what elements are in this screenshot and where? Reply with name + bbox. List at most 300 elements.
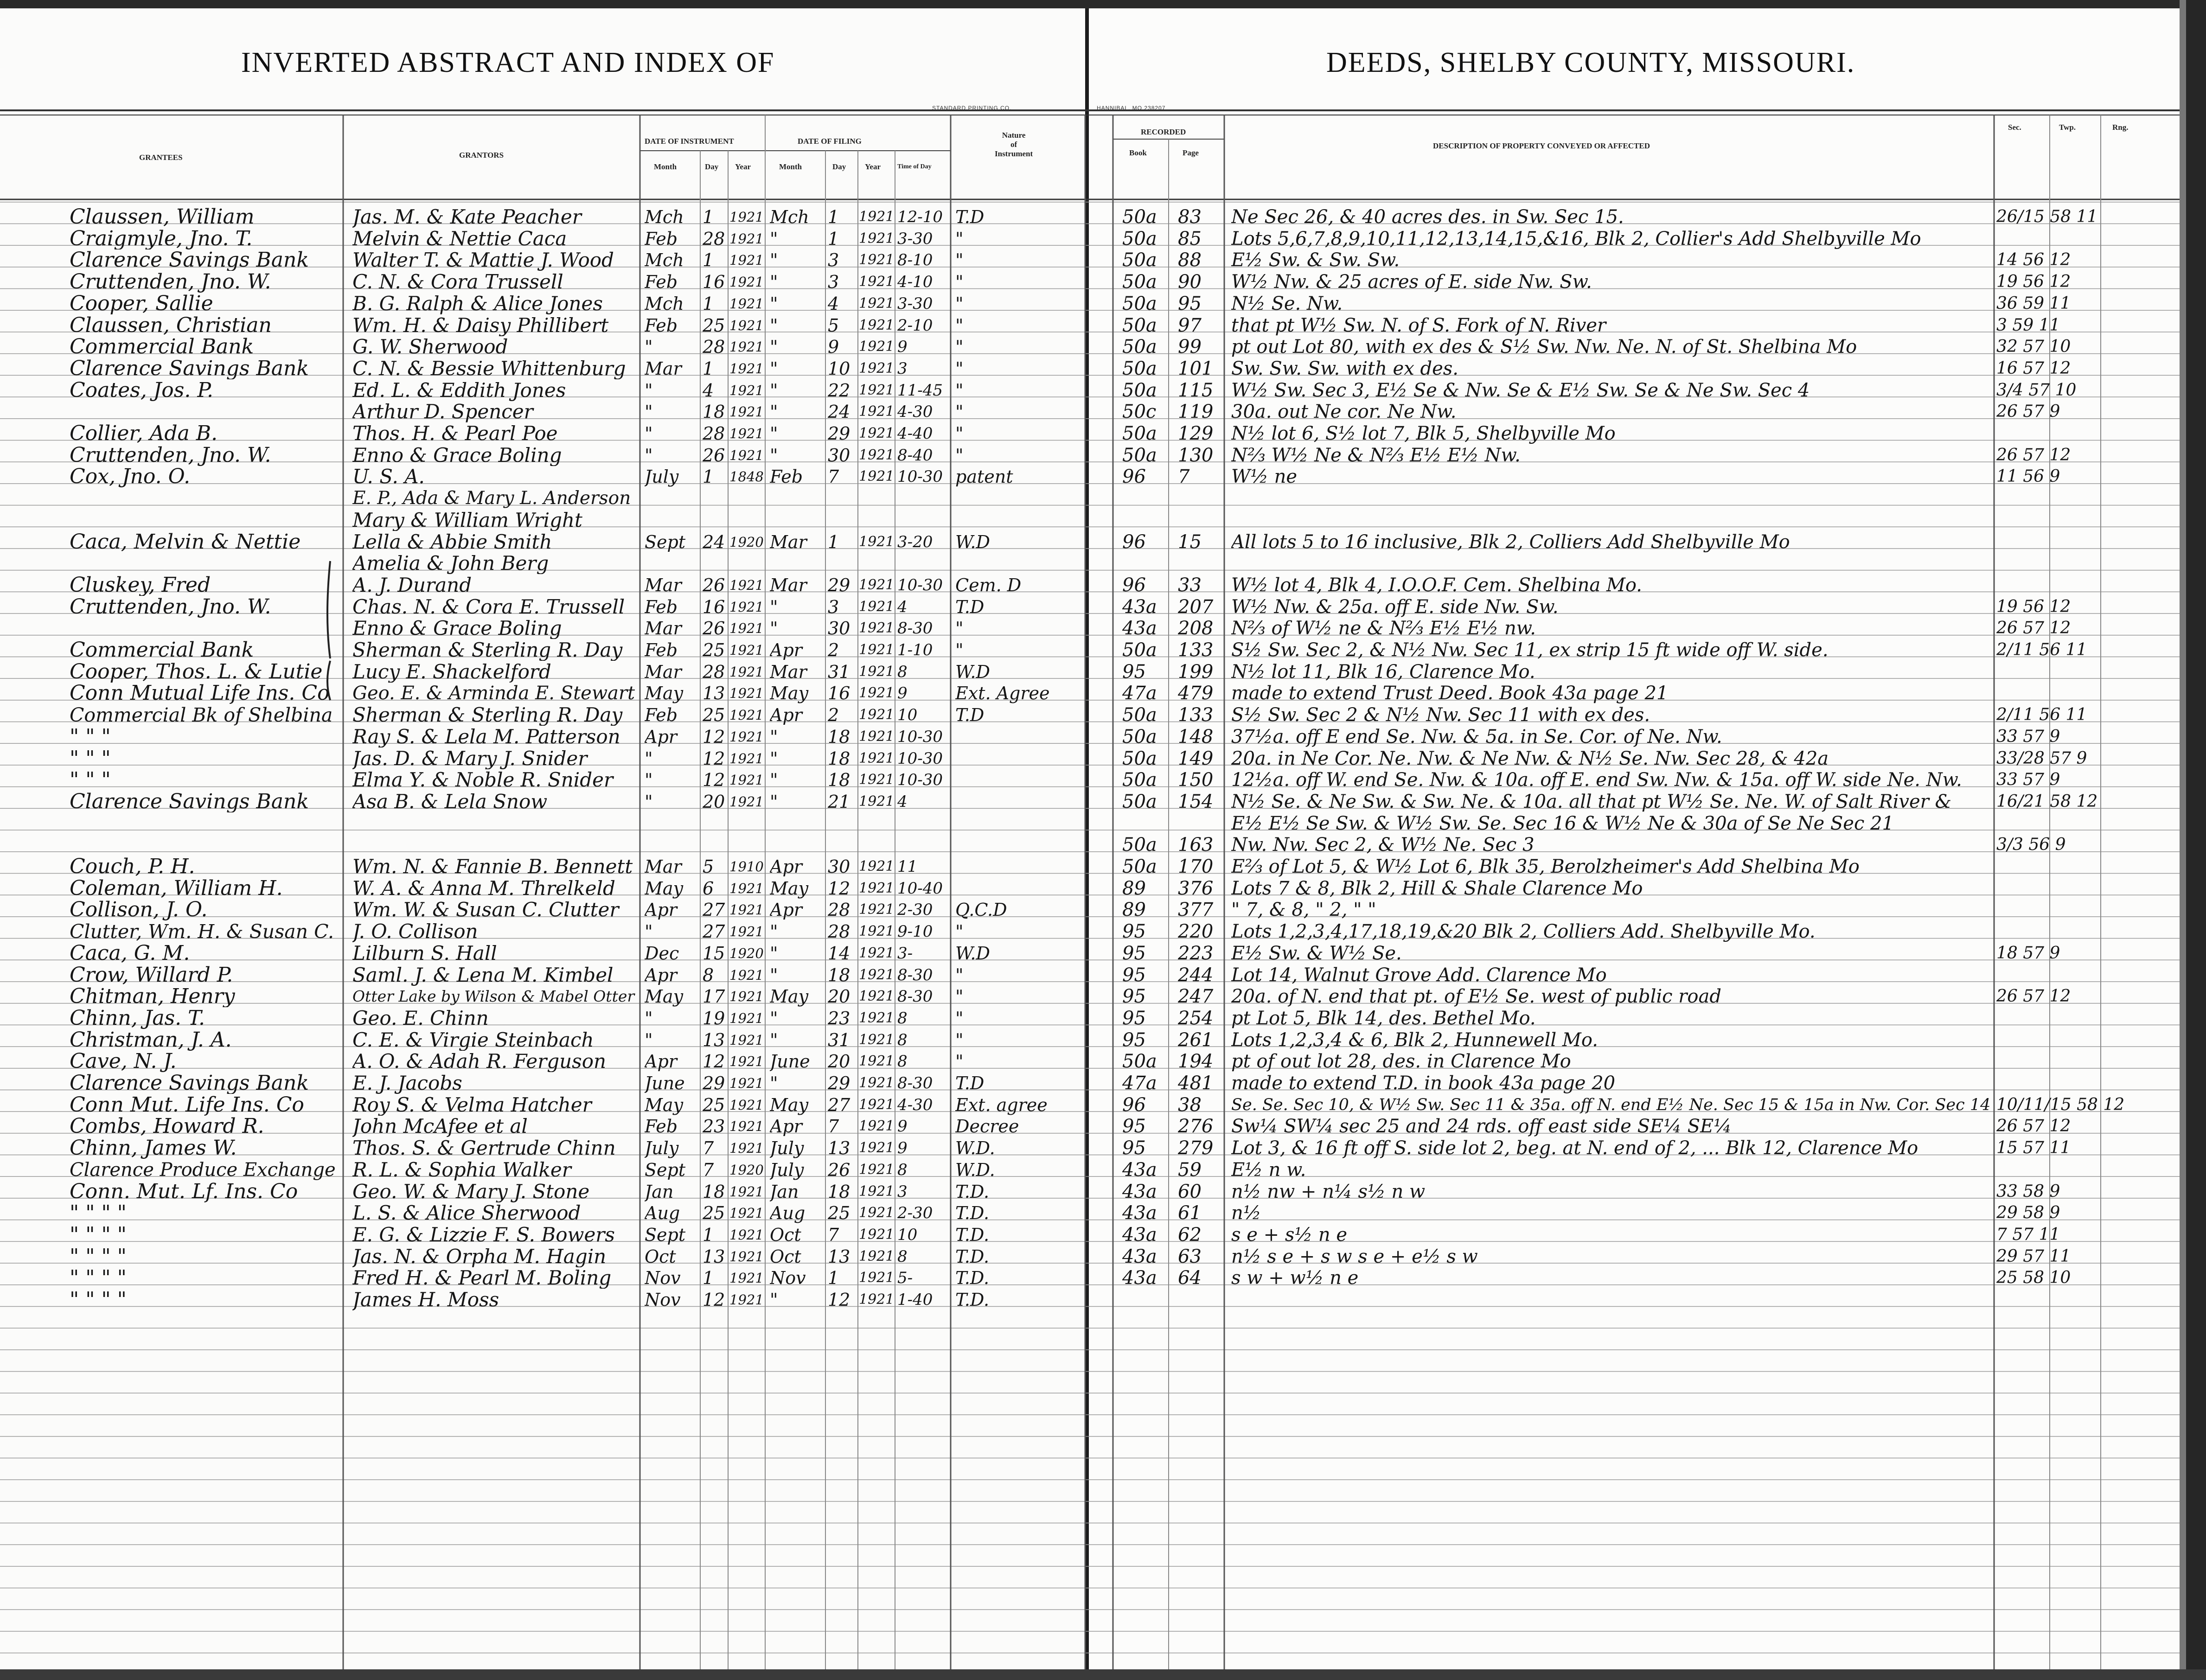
page-cell: 377 bbox=[1178, 899, 1214, 921]
filing-day-cell: 14 bbox=[828, 943, 850, 964]
instrument-month-cell: Nov bbox=[645, 1268, 681, 1289]
filing-year-cell: 1921 bbox=[859, 295, 894, 312]
filing-month-cell: May bbox=[770, 986, 809, 1007]
instrument-month-cell: Nov bbox=[645, 1290, 681, 1310]
filing-year-cell: 1921 bbox=[859, 901, 894, 918]
grantor-cell: Otter Lake by Wilson & Mabel Otter bbox=[352, 987, 635, 1006]
description-cell: Lots 7 & 8, Blk 2, Hill & Shale Clarence Mo bbox=[1231, 877, 1643, 899]
page-cell: 279 bbox=[1178, 1137, 1214, 1159]
book-cell: 50a bbox=[1122, 1051, 1157, 1073]
description-cell: Lots 1,2,3,4,17,18,19,&20 Blk 2, Colliers Add. Shelbyville Mo. bbox=[1231, 921, 1816, 943]
instrument-day-cell: 1 bbox=[703, 1224, 714, 1245]
page-cell: 133 bbox=[1178, 704, 1214, 726]
instrument-nature-cell: Ext. Agree bbox=[955, 683, 1050, 704]
instrument-nature-cell: W.D bbox=[955, 661, 990, 682]
description-cell: Lot 14, Walnut Grove Add. Clarence Mo bbox=[1231, 964, 1607, 986]
instrument-month-cell: July bbox=[645, 466, 679, 487]
book-cell: 43a bbox=[1122, 596, 1157, 618]
filing-month-cell: Oct bbox=[770, 1246, 801, 1267]
page-cell: 115 bbox=[1178, 379, 1214, 401]
instrument-year-cell: 1921 bbox=[729, 339, 764, 355]
instrument-day-cell: 12 bbox=[703, 1290, 725, 1310]
grantor-cell: A. O. & Adah R. Ferguson bbox=[352, 1051, 607, 1073]
filing-time-cell: 1-10 bbox=[897, 641, 933, 659]
filing-time-cell: 4-30 bbox=[897, 1095, 933, 1114]
page-cell: 223 bbox=[1178, 942, 1214, 964]
filing-year-cell: 1921 bbox=[859, 1053, 894, 1070]
instrument-year-cell: 1921 bbox=[729, 685, 764, 702]
filing-year-cell: 1921 bbox=[859, 252, 894, 268]
grantee-cell: " " " " bbox=[70, 1202, 127, 1224]
instrument-month-cell: Feb bbox=[645, 228, 678, 249]
instrument-month-cell: Mar bbox=[645, 856, 682, 877]
instrument-month-cell: Feb bbox=[645, 1116, 678, 1137]
instrument-nature-cell: " bbox=[955, 618, 964, 639]
instrument-year-cell: 1921 bbox=[729, 577, 764, 593]
book-cell: 43a bbox=[1122, 618, 1157, 639]
instrument-nature-cell: T.D. bbox=[955, 1290, 990, 1310]
filing-day-cell: 3 bbox=[828, 250, 839, 271]
filing-year-cell: 1921 bbox=[859, 1161, 894, 1178]
filing-year-cell: 1921 bbox=[859, 858, 894, 875]
book-cell: 43a bbox=[1122, 1246, 1157, 1267]
instrument-month-cell: June bbox=[645, 1073, 685, 1093]
grantee-cell: Cooper, Sallie bbox=[70, 293, 213, 314]
filing-day-cell: 7 bbox=[828, 1224, 839, 1245]
filing-month-cell: " bbox=[770, 943, 778, 964]
instrument-month-cell: Mar bbox=[645, 618, 682, 639]
instrument-nature-cell: " bbox=[955, 380, 964, 401]
grantor-cell: Geo. W. & Mary J. Stone bbox=[352, 1181, 590, 1202]
instrument-day-cell: 25 bbox=[703, 315, 725, 336]
grantee-cell: Claussen, Christian bbox=[70, 314, 272, 336]
filing-day-cell: 22 bbox=[828, 380, 850, 401]
filing-day-cell: 29 bbox=[828, 1073, 850, 1093]
page-cell: 130 bbox=[1178, 444, 1214, 466]
page-cell: 376 bbox=[1178, 877, 1214, 899]
filing-year-cell: 1921 bbox=[859, 447, 894, 463]
grantee-cell: " " " " bbox=[70, 1267, 127, 1289]
filing-year-cell: 1921 bbox=[859, 642, 894, 658]
filing-time-cell: 4 bbox=[897, 597, 908, 616]
filing-year-cell: 1921 bbox=[859, 1075, 894, 1091]
description-cell: that pt W½ Sw. N. of S. Fork of N. River bbox=[1231, 314, 1606, 336]
instrument-day-cell: 6 bbox=[703, 878, 714, 899]
instrument-month-cell: May bbox=[645, 986, 684, 1007]
filing-time-cell: 4 bbox=[897, 792, 908, 811]
filing-day-cell: 31 bbox=[828, 661, 850, 682]
instrument-nature-cell: patent bbox=[955, 466, 1013, 487]
header-year-filing: Year bbox=[865, 162, 881, 171]
grantor-cell: Elma Y. & Noble R. Snider bbox=[352, 769, 614, 791]
filing-day-cell: 18 bbox=[828, 770, 850, 791]
book-cell: 50a bbox=[1122, 769, 1157, 791]
filing-day-cell: 4 bbox=[828, 293, 839, 314]
grantee-cell: " " " bbox=[70, 726, 111, 747]
instrument-year-cell: 1921 bbox=[729, 1054, 764, 1070]
instrument-month-cell: Sept bbox=[645, 1224, 686, 1245]
filing-day-cell: 20 bbox=[828, 1051, 850, 1072]
section-township-range-cell: 36 59 11 bbox=[1996, 294, 2071, 313]
instrument-nature-cell: " bbox=[955, 315, 964, 336]
description-cell: N½ lot 11, Blk 16, Clarence Mo. bbox=[1231, 661, 1535, 683]
instrument-nature-cell: " bbox=[955, 986, 964, 1007]
page-cell: 481 bbox=[1178, 1073, 1214, 1094]
filing-time-cell: 8 bbox=[897, 1247, 908, 1266]
instrument-day-cell: 27 bbox=[703, 900, 725, 920]
filing-month-cell: May bbox=[770, 878, 809, 899]
header-day-instrument: Day bbox=[705, 162, 719, 171]
instrument-month-cell: Mch bbox=[645, 207, 684, 227]
filing-time-cell: 10-30 bbox=[897, 749, 943, 768]
instrument-day-cell: 26 bbox=[703, 618, 725, 639]
description-cell: 12½a. off W. end Se. Nw. & 10a. off E. end Sw. Nw. & 15a. off W. side Ne. Nw. bbox=[1231, 769, 1962, 791]
instrument-year-cell: 1921 bbox=[729, 772, 764, 788]
grantee-cell: " " " " bbox=[70, 1246, 127, 1267]
instrument-month-cell: " bbox=[645, 791, 653, 812]
instrument-nature-cell: " bbox=[955, 358, 964, 379]
instrument-day-cell: 1 bbox=[703, 1268, 714, 1289]
description-cell: N½ Se. Nw. bbox=[1231, 293, 1343, 314]
filing-time-cell: 10 bbox=[897, 706, 918, 725]
filing-time-cell: 8-30 bbox=[897, 965, 933, 984]
instrument-month-cell: Mch bbox=[645, 293, 684, 314]
instrument-day-cell: 19 bbox=[703, 1008, 725, 1028]
filing-time-cell: 3-20 bbox=[897, 532, 933, 551]
grantor-cell: Enno & Grace Boling bbox=[352, 618, 562, 639]
printer-mark-right: HANNIBAL, MO 238207 bbox=[1097, 105, 1166, 111]
grantor-cell: E. P., Ada & Mary L. Anderson bbox=[352, 488, 631, 509]
instrument-year-cell: 1921 bbox=[729, 382, 764, 398]
section-township-range-cell: 2/11 56 11 bbox=[1996, 640, 2087, 659]
instrument-month-cell: " bbox=[645, 423, 653, 444]
section-township-range-cell: 14 56 12 bbox=[1996, 250, 2071, 270]
filing-month-cell: May bbox=[770, 1094, 809, 1115]
instrument-year-cell: 1920 bbox=[729, 1162, 764, 1178]
filing-time-cell: 9 bbox=[897, 684, 908, 703]
filing-day-cell: 26 bbox=[828, 1159, 850, 1180]
book-cell: 50a bbox=[1122, 271, 1157, 293]
filing-month-cell: Apr bbox=[770, 705, 802, 726]
filing-day-cell: 30 bbox=[828, 445, 850, 466]
filing-month-cell: Mar bbox=[770, 661, 807, 682]
book-cell: 43a bbox=[1122, 1224, 1157, 1246]
filing-month-cell: " bbox=[770, 402, 778, 422]
filing-day-cell: 13 bbox=[828, 1246, 850, 1267]
section-township-range-cell: 26 57 9 bbox=[1996, 402, 2060, 422]
instrument-nature-cell: W.D. bbox=[955, 1138, 995, 1159]
grantor-cell: Lucy E. Shackelford bbox=[352, 661, 551, 683]
instrument-year-cell: 1921 bbox=[729, 1140, 764, 1156]
filing-month-cell: Mar bbox=[770, 531, 807, 552]
filing-year-cell: 1921 bbox=[859, 988, 894, 1005]
grantee-cell: " " " bbox=[70, 769, 111, 791]
book-cell: 50c bbox=[1122, 401, 1157, 423]
section-township-range-cell: 32 57 10 bbox=[1996, 337, 2071, 357]
filing-day-cell: 28 bbox=[828, 900, 850, 920]
page-cell: 154 bbox=[1178, 791, 1214, 812]
filing-time-cell: 2-30 bbox=[897, 901, 933, 920]
filing-year-cell: 1921 bbox=[859, 382, 894, 398]
grantor-cell: R. L. & Sophia Walker bbox=[352, 1159, 571, 1181]
filing-month-cell: Mar bbox=[770, 575, 807, 595]
filing-year-cell: 1921 bbox=[859, 945, 894, 961]
filing-month-cell: " bbox=[770, 337, 778, 358]
filing-day-cell: 3 bbox=[828, 596, 839, 617]
grantor-cell: Amelia & John Berg bbox=[352, 553, 549, 575]
grantee-cell: Crow, Willard P. bbox=[70, 964, 233, 986]
instrument-nature-cell: " bbox=[955, 445, 964, 466]
filing-day-cell: 10 bbox=[828, 358, 850, 379]
grantee-cell: Clarence Savings Bank bbox=[70, 791, 309, 812]
instrument-month-cell: July bbox=[645, 1138, 679, 1159]
filing-year-cell: 1921 bbox=[859, 1031, 894, 1048]
instrument-year-cell: 1921 bbox=[729, 252, 764, 268]
instrument-day-cell: 28 bbox=[703, 337, 725, 358]
page-cell: 83 bbox=[1178, 206, 1202, 228]
instrument-nature-cell: T.D bbox=[955, 596, 985, 617]
instrument-year-cell: 1921 bbox=[729, 1205, 764, 1221]
description-cell: N½ lot 6, S½ lot 7, Blk 5, Shelbyville Mo bbox=[1231, 423, 1616, 444]
filing-day-cell: 23 bbox=[828, 1008, 850, 1028]
instrument-month-cell: Mar bbox=[645, 661, 682, 682]
section-township-range-cell: 26 57 12 bbox=[1996, 619, 2071, 638]
grantor-cell: A. J. Durand bbox=[352, 574, 472, 596]
filing-year-cell: 1921 bbox=[859, 620, 894, 637]
book-cell: 43a bbox=[1122, 1202, 1157, 1224]
filing-time-cell: 8-30 bbox=[897, 1074, 933, 1092]
header-time-of-day: Time of Day bbox=[897, 163, 932, 170]
grantor-cell: Lella & Abbie Smith bbox=[352, 531, 552, 553]
section-township-range-cell: 15 57 11 bbox=[1996, 1138, 2071, 1158]
description-cell: Sw. Sw. Sw. with ex des. bbox=[1231, 358, 1459, 379]
filing-time-cell: 8-30 bbox=[897, 987, 933, 1006]
grantor-cell: Jas. M. & Kate Peacher bbox=[352, 206, 582, 228]
instrument-day-cell: 18 bbox=[703, 1181, 725, 1202]
filing-month-cell: " bbox=[770, 921, 778, 942]
filing-day-cell: 29 bbox=[828, 423, 850, 444]
instrument-day-cell: 1 bbox=[703, 293, 714, 314]
filing-time-cell: 8 bbox=[897, 1160, 908, 1179]
instrument-year-cell: 1921 bbox=[729, 664, 764, 680]
filing-time-cell: 10 bbox=[897, 1225, 918, 1244]
section-township-range-cell: 29 57 11 bbox=[1996, 1246, 2071, 1266]
instrument-day-cell: 25 bbox=[703, 1203, 725, 1224]
filing-time-cell: 9 bbox=[897, 1117, 908, 1136]
instrument-day-cell: 23 bbox=[703, 1116, 725, 1137]
filing-month-cell: " bbox=[770, 445, 778, 466]
instrument-month-cell: " bbox=[645, 337, 653, 358]
filing-day-cell: 29 bbox=[828, 575, 850, 595]
description-cell: n½ s e + s w s e + e½ s w bbox=[1231, 1246, 1478, 1267]
section-township-range-cell: 11 56 9 bbox=[1996, 467, 2060, 486]
book-cell: 95 bbox=[1122, 942, 1146, 964]
instrument-month-cell: Apr bbox=[645, 965, 677, 985]
description-cell: made to extend T.D. in book 43a page 20 bbox=[1231, 1073, 1616, 1094]
instrument-year-cell: 1921 bbox=[729, 1292, 764, 1308]
filing-time-cell: 9 bbox=[897, 338, 908, 357]
instrument-month-cell: Feb bbox=[645, 640, 678, 660]
filing-year-cell: 1921 bbox=[859, 1183, 894, 1200]
filing-month-cell: Jan bbox=[770, 1181, 799, 1202]
filing-year-cell: 1921 bbox=[859, 403, 894, 420]
description-cell: Ne Sec 26, & 40 acres des. in Sw. Sec 15. bbox=[1231, 206, 1624, 228]
book-cell: 50a bbox=[1122, 639, 1157, 661]
grantor-cell: James H. Moss bbox=[352, 1289, 499, 1310]
grantor-cell: C. N. & Cora Trussell bbox=[352, 271, 563, 293]
filing-time-cell: 4-40 bbox=[897, 424, 933, 443]
section-township-range-cell: 33 57 9 bbox=[1996, 727, 2060, 746]
filing-year-cell: 1921 bbox=[859, 1140, 894, 1156]
instrument-month-cell: Apr bbox=[645, 1051, 677, 1072]
grantor-cell: Saml. J. & Lena M. Kimbel bbox=[352, 964, 614, 986]
instrument-year-cell: 1921 bbox=[729, 1032, 764, 1048]
instrument-year-cell: 1921 bbox=[729, 728, 764, 745]
filing-year-cell: 1921 bbox=[859, 1248, 894, 1265]
filing-year-cell: 1921 bbox=[859, 1205, 894, 1221]
instrument-month-cell: " bbox=[645, 402, 653, 422]
filing-time-cell: 10-30 bbox=[897, 467, 943, 486]
grantee-cell: Caca, Melvin & Nettie bbox=[70, 531, 301, 553]
instrument-day-cell: 1 bbox=[703, 207, 714, 227]
instrument-day-cell: 26 bbox=[703, 575, 725, 595]
grantee-cell: Cluskey, Fred bbox=[70, 574, 211, 596]
filing-year-cell: 1921 bbox=[859, 793, 894, 810]
header-day-filing: Day bbox=[832, 162, 846, 171]
description-cell: N⅔ of W½ ne & N⅔ E½ E½ nw. bbox=[1231, 618, 1536, 639]
instrument-day-cell: 16 bbox=[703, 596, 725, 617]
filing-year-cell: 1921 bbox=[859, 663, 894, 680]
section-township-range-cell: 26 57 12 bbox=[1996, 445, 2071, 465]
grantee-cell: Cooper, Thos. L. & Lutie bbox=[70, 661, 323, 683]
page-cell: 244 bbox=[1178, 964, 1214, 986]
instrument-day-cell: 28 bbox=[703, 423, 725, 444]
grantor-cell: W. A. & Anna M. Threlkeld bbox=[352, 877, 615, 899]
instrument-day-cell: 25 bbox=[703, 1094, 725, 1115]
instrument-day-cell: 5 bbox=[703, 856, 714, 877]
instrument-day-cell: 25 bbox=[703, 640, 725, 660]
filing-month-cell: " bbox=[770, 618, 778, 639]
grantor-cell: Enno & Grace Boling bbox=[352, 444, 562, 466]
instrument-month-cell: Jan bbox=[645, 1181, 674, 1202]
book-cell: 47a bbox=[1122, 683, 1157, 704]
filing-month-cell: " bbox=[770, 1073, 778, 1093]
grantee-cell: Caca, G. M. bbox=[70, 942, 190, 964]
book-cell: 50a bbox=[1122, 747, 1157, 769]
grantee-cell: Craigmyle, Jno. T. bbox=[70, 228, 253, 249]
filing-month-cell: " bbox=[770, 228, 778, 249]
grantor-cell: Ed. L. & Eddith Jones bbox=[352, 379, 566, 401]
section-township-range-cell: 33 57 9 bbox=[1996, 770, 2060, 790]
instrument-day-cell: 28 bbox=[703, 661, 725, 682]
grantor-cell: E. G. & Lizzie F. S. Bowers bbox=[352, 1224, 615, 1246]
grantor-cell: Jas. N. & Orpha M. Hagin bbox=[352, 1246, 607, 1267]
book-cell: 50a bbox=[1122, 856, 1157, 877]
grantee-cell: Cox, Jno. O. bbox=[70, 466, 191, 488]
header-nature-line1: Nature bbox=[1002, 131, 1026, 140]
grantor-cell: B. G. Ralph & Alice Jones bbox=[352, 293, 603, 314]
page-cell: 97 bbox=[1178, 314, 1202, 336]
filing-day-cell: 9 bbox=[828, 337, 839, 358]
description-cell: Lots 1,2,3,4 & 6, Blk 2, Hunnewell Mo. bbox=[1231, 1029, 1598, 1051]
book-cell: 43a bbox=[1122, 1159, 1157, 1181]
filing-month-cell: " bbox=[770, 293, 778, 314]
filing-month-cell: " bbox=[770, 596, 778, 617]
description-cell: W½ lot 4, Blk 4, I.O.O.F. Cem. Shelbina Mo. bbox=[1231, 574, 1642, 596]
filing-day-cell: 12 bbox=[828, 1290, 850, 1310]
grantee-cell: Claussen, William bbox=[70, 206, 255, 228]
page-cell: 149 bbox=[1178, 747, 1214, 769]
instrument-year-cell: 1921 bbox=[729, 1248, 764, 1265]
description-cell: n½ nw + n¼ s½ n w bbox=[1231, 1181, 1426, 1202]
header-rng: Rng. bbox=[2112, 123, 2129, 132]
grantor-cell: L. S. & Alice Sherwood bbox=[352, 1202, 581, 1224]
grantee-cell: Christman, J. A. bbox=[70, 1029, 232, 1051]
filing-time-cell: 8-40 bbox=[897, 446, 933, 465]
description-cell: W½ ne bbox=[1231, 466, 1298, 488]
section-township-range-cell: 3 59 11 bbox=[1996, 315, 2060, 335]
instrument-day-cell: 13 bbox=[703, 1246, 725, 1267]
book-cell: 50a bbox=[1122, 704, 1157, 726]
instrument-year-cell: 1921 bbox=[729, 793, 764, 810]
header-twp: Twp. bbox=[2059, 123, 2076, 132]
instrument-year-cell: 1921 bbox=[729, 295, 764, 312]
instrument-day-cell: 26 bbox=[703, 445, 725, 466]
grantee-cell: Coates, Jos. P. bbox=[70, 379, 214, 401]
grantee-cell: Cruttenden, Jno. W. bbox=[70, 271, 271, 293]
instrument-day-cell: 25 bbox=[703, 705, 725, 726]
filing-year-cell: 1921 bbox=[859, 317, 894, 333]
grantee-cell: Cave, N. J. bbox=[70, 1051, 177, 1073]
book-cell: 50a bbox=[1122, 293, 1157, 314]
section-township-range-cell: 3/4 57 10 bbox=[1996, 380, 2077, 400]
grantor-cell: Sherman & Sterling R. Day bbox=[352, 704, 623, 726]
instrument-month-cell: Mar bbox=[645, 358, 682, 379]
filing-day-cell: 13 bbox=[828, 1138, 850, 1159]
instrument-month-cell: Aug bbox=[645, 1203, 680, 1224]
instrument-year-cell: 1921 bbox=[729, 1075, 764, 1091]
instrument-year-cell: 1921 bbox=[729, 750, 764, 767]
instrument-nature-cell: " bbox=[955, 250, 964, 271]
instrument-nature-cell: T.D. bbox=[955, 1224, 990, 1245]
instrument-year-cell: 1921 bbox=[729, 360, 764, 377]
grantor-cell: Melvin & Nettie Caca bbox=[352, 228, 567, 249]
section-township-range-cell: 33/28 57 9 bbox=[1996, 748, 2087, 768]
grantee-cell: Clarence Savings Bank bbox=[70, 1073, 309, 1094]
instrument-day-cell: 16 bbox=[703, 272, 725, 293]
grantor-cell: Walter T. & Mattie J. Wood bbox=[352, 249, 614, 271]
filing-year-cell: 1921 bbox=[859, 685, 894, 702]
book-cell: 50a bbox=[1122, 791, 1157, 812]
filing-month-cell: " bbox=[770, 250, 778, 271]
grantor-cell: Chas. N. & Cora E. Trussell bbox=[352, 596, 625, 618]
instrument-month-cell: May bbox=[645, 1094, 684, 1115]
grantee-cell: Chitman, Henry bbox=[70, 986, 235, 1008]
filing-month-cell: " bbox=[770, 1029, 778, 1050]
grantee-cell: " " " bbox=[70, 747, 111, 769]
instrument-day-cell: 17 bbox=[703, 986, 725, 1007]
instrument-year-cell: 1921 bbox=[729, 1183, 764, 1200]
filing-month-cell: " bbox=[770, 272, 778, 293]
instrument-month-cell: " bbox=[645, 770, 653, 791]
section-township-range-cell: 18 57 9 bbox=[1996, 943, 2060, 963]
description-cell: Lots 5,6,7,8,9,10,11,12,13,14,15,&16, Blk 2, Collier's Add Shelbyville Mo bbox=[1231, 228, 1921, 249]
header-month-filing: Month bbox=[779, 162, 802, 171]
instrument-month-cell: May bbox=[645, 683, 684, 704]
book-cell: 95 bbox=[1122, 921, 1146, 943]
instrument-nature-cell: T.D bbox=[955, 207, 985, 227]
instrument-year-cell: 1921 bbox=[729, 209, 764, 225]
